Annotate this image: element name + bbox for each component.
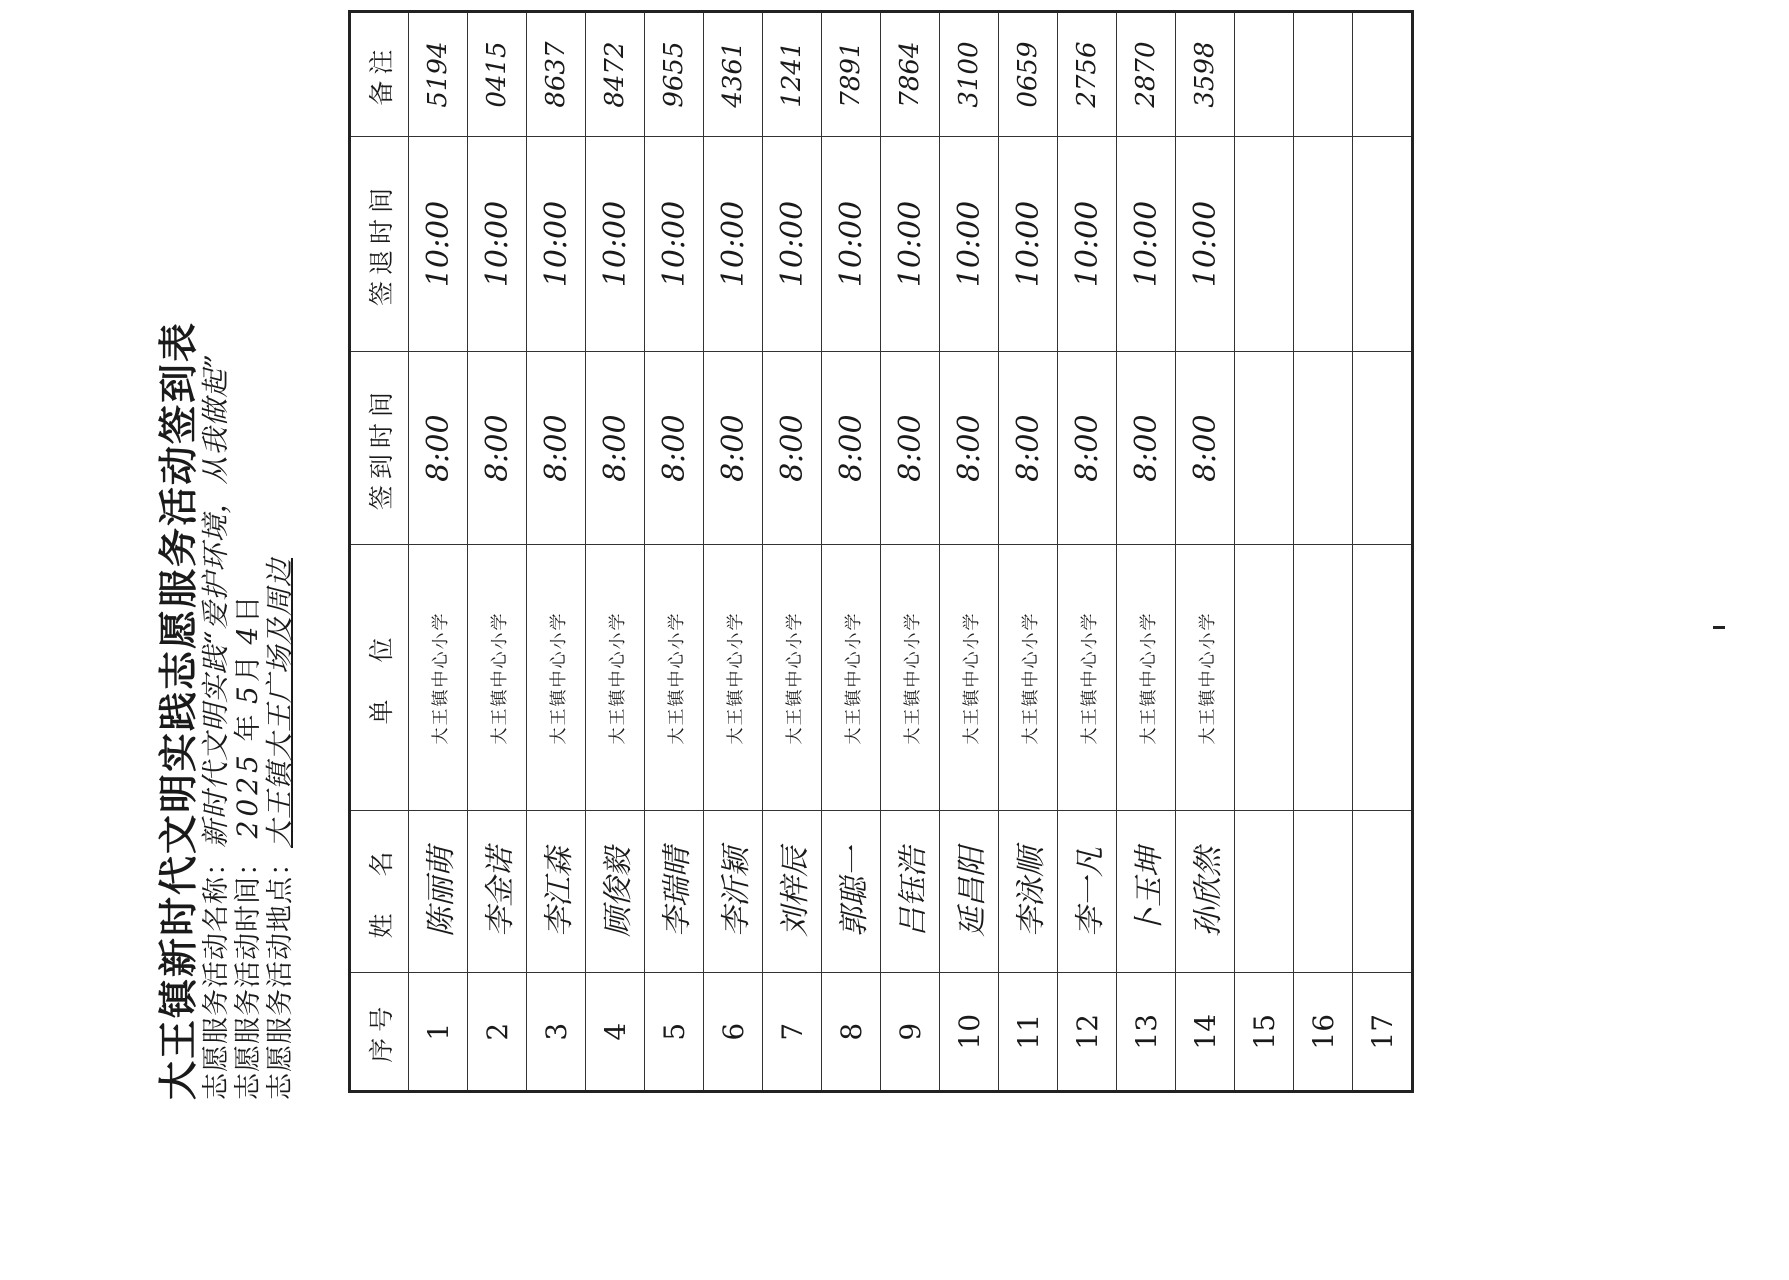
table-header-row [350,12,409,1092]
row-check-in: 8:00 [1176,351,1235,545]
row-check-in: 8:00 [1058,351,1117,545]
row-unit: 大王镇中心小学 [940,545,999,811]
table-row [822,12,881,1092]
margin-mark [1713,626,1725,629]
header-name: 姓 名 [350,811,409,973]
row-note: 8472 [586,12,645,137]
row-check-out: 10:00 [1176,137,1235,352]
row-check-out: 10:00 [704,137,763,352]
activity-name-label: 志愿服务活动名称： [201,848,232,1100]
row-check-out [1294,137,1353,352]
row-check-out: 10:00 [527,137,586,352]
header-check-out: 签退时间 [350,137,409,352]
row-note: 4361 [704,12,763,137]
row-check-in: 8:00 [999,351,1058,545]
row-index: 8 [822,973,881,1092]
year-unit: 年 [233,713,264,742]
row-check-out: 10:00 [645,137,704,352]
activity-place-value: 大王镇大王广场及周边 [263,557,296,848]
activity-year: 2025 [231,751,264,839]
row-name: 陈丽萌 [409,811,468,973]
row-name: 刘梓辰 [763,811,822,973]
table-row [1058,12,1117,1092]
table-row [468,12,527,1092]
row-note: 8637 [527,12,586,137]
row-unit: 大王镇中心小学 [822,545,881,811]
row-index: 13 [1117,973,1176,1092]
row-check-out: 10:00 [999,137,1058,352]
row-name: 李沂颖 [704,811,763,973]
row-name: 李金诺 [468,811,527,973]
row-unit: 大王镇中心小学 [1117,545,1176,811]
row-name: 郭聪一 [822,811,881,973]
row-unit [1353,545,1413,811]
row-check-in: 8:00 [822,351,881,545]
header-index: 序号 [350,973,409,1092]
row-check-out: 10:00 [468,137,527,352]
row-unit: 大王镇中心小学 [1176,545,1235,811]
activity-day: 4 [231,622,264,645]
row-check-in: 8:00 [645,351,704,545]
row-name [1353,811,1413,973]
table-row [1176,12,1235,1092]
table-row [1294,12,1353,1092]
row-name: 卜玉坤 [1117,811,1176,973]
row-note: 0415 [468,12,527,137]
row-index: 6 [704,973,763,1092]
row-index: 11 [999,973,1058,1092]
row-check-in: 8:00 [881,351,940,545]
row-check-out: 10:00 [763,137,822,352]
row-check-out: 10:00 [586,137,645,352]
row-index: 10 [940,973,999,1092]
row-name [1235,811,1294,973]
row-unit: 大王镇中心小学 [763,545,822,811]
row-check-in [1294,351,1353,545]
row-unit: 大王镇中心小学 [881,545,940,811]
row-note: 1241 [763,12,822,137]
row-note: 0659 [999,12,1058,137]
header-check-in: 签到时间 [350,351,409,545]
row-check-out [1353,137,1413,352]
row-index: 14 [1176,973,1235,1092]
row-note: 7891 [822,12,881,137]
row-index: 7 [763,973,822,1092]
row-unit [1294,545,1353,811]
row-check-in: 8:00 [468,351,527,545]
table-row [1353,12,1413,1092]
row-name: 吕钰浩 [881,811,940,973]
row-unit: 大王镇中心小学 [1058,545,1117,811]
row-check-in [1353,351,1413,545]
row-unit: 大王镇中心小学 [586,545,645,811]
row-check-in [1235,351,1294,545]
day-unit: 日 [233,594,264,623]
row-index: 17 [1353,973,1413,1092]
row-note: 3598 [1176,12,1235,137]
row-note: 7864 [881,12,940,137]
row-note: 3100 [940,12,999,137]
row-check-out: 10:00 [1058,137,1117,352]
row-note [1235,12,1294,137]
activity-name-value: 新时代文明实践“爱护环境，从我做起” [199,353,232,848]
row-check-in: 8:00 [763,351,822,545]
row-index: 5 [645,973,704,1092]
table-row [1235,12,1294,1092]
row-name: 李一凡 [1058,811,1117,973]
row-check-out: 10:00 [409,137,468,352]
table-row [1117,12,1176,1092]
row-index: 12 [1058,973,1117,1092]
row-check-in: 8:00 [1117,351,1176,545]
table-row [704,12,763,1092]
row-unit: 大王镇中心小学 [999,545,1058,811]
sign-in-table [348,10,1414,1093]
row-note: 9655 [645,12,704,137]
activity-month: 5 [231,682,264,704]
table-row [881,12,940,1092]
row-unit: 大王镇中心小学 [645,545,704,811]
table-row [527,12,586,1092]
row-check-out: 10:00 [881,137,940,352]
row-note [1353,12,1413,137]
table-row [940,12,999,1092]
header-unit: 单 位 [350,545,409,811]
row-index: 1 [409,973,468,1092]
row-check-in: 8:00 [527,351,586,545]
row-index: 2 [468,973,527,1092]
row-name: 李泳顺 [999,811,1058,973]
row-name: 孙欣然 [1176,811,1235,973]
row-note: 5194 [409,12,468,137]
row-check-in: 8:00 [704,351,763,545]
row-unit: 大王镇中心小学 [468,545,527,811]
row-unit [1235,545,1294,811]
row-name: 李江森 [527,811,586,973]
row-name: 延昌阳 [940,811,999,973]
row-note: 2870 [1117,12,1176,137]
row-unit: 大王镇中心小学 [527,545,586,811]
sign-in-sheet [138,10,1399,1100]
activity-place-line [258,558,298,1100]
table-row [999,12,1058,1092]
row-check-out [1235,137,1294,352]
table-row [409,12,468,1092]
row-index: 4 [586,973,645,1092]
activity-time-label: 志愿服务活动时间： [233,848,264,1100]
row-check-out: 10:00 [940,137,999,352]
table-row [763,12,822,1092]
row-index: 15 [1235,973,1294,1092]
row-check-out: 10:00 [1117,137,1176,352]
row-name: 李瑞晴 [645,811,704,973]
row-name [1294,811,1353,973]
row-index: 9 [881,973,940,1092]
row-unit: 大王镇中心小学 [409,545,468,811]
document-title: 大王镇新时代文明实践志愿服务活动签到表 [157,320,202,1100]
row-note [1294,12,1353,137]
table-row [645,12,704,1092]
row-check-in: 8:00 [409,351,468,545]
row-index: 3 [527,973,586,1092]
row-note: 2756 [1058,12,1117,137]
activity-place-label: 志愿服务活动地点： [265,848,296,1100]
table-row [586,12,645,1092]
row-name: 顾俊毅 [586,811,645,973]
row-check-in: 8:00 [586,351,645,545]
row-check-in: 8:00 [940,351,999,545]
month-unit: 月 [233,654,264,683]
header-note: 备注 [350,12,409,137]
row-index: 16 [1294,973,1353,1092]
row-check-out: 10:00 [822,137,881,352]
row-unit: 大王镇中心小学 [704,545,763,811]
